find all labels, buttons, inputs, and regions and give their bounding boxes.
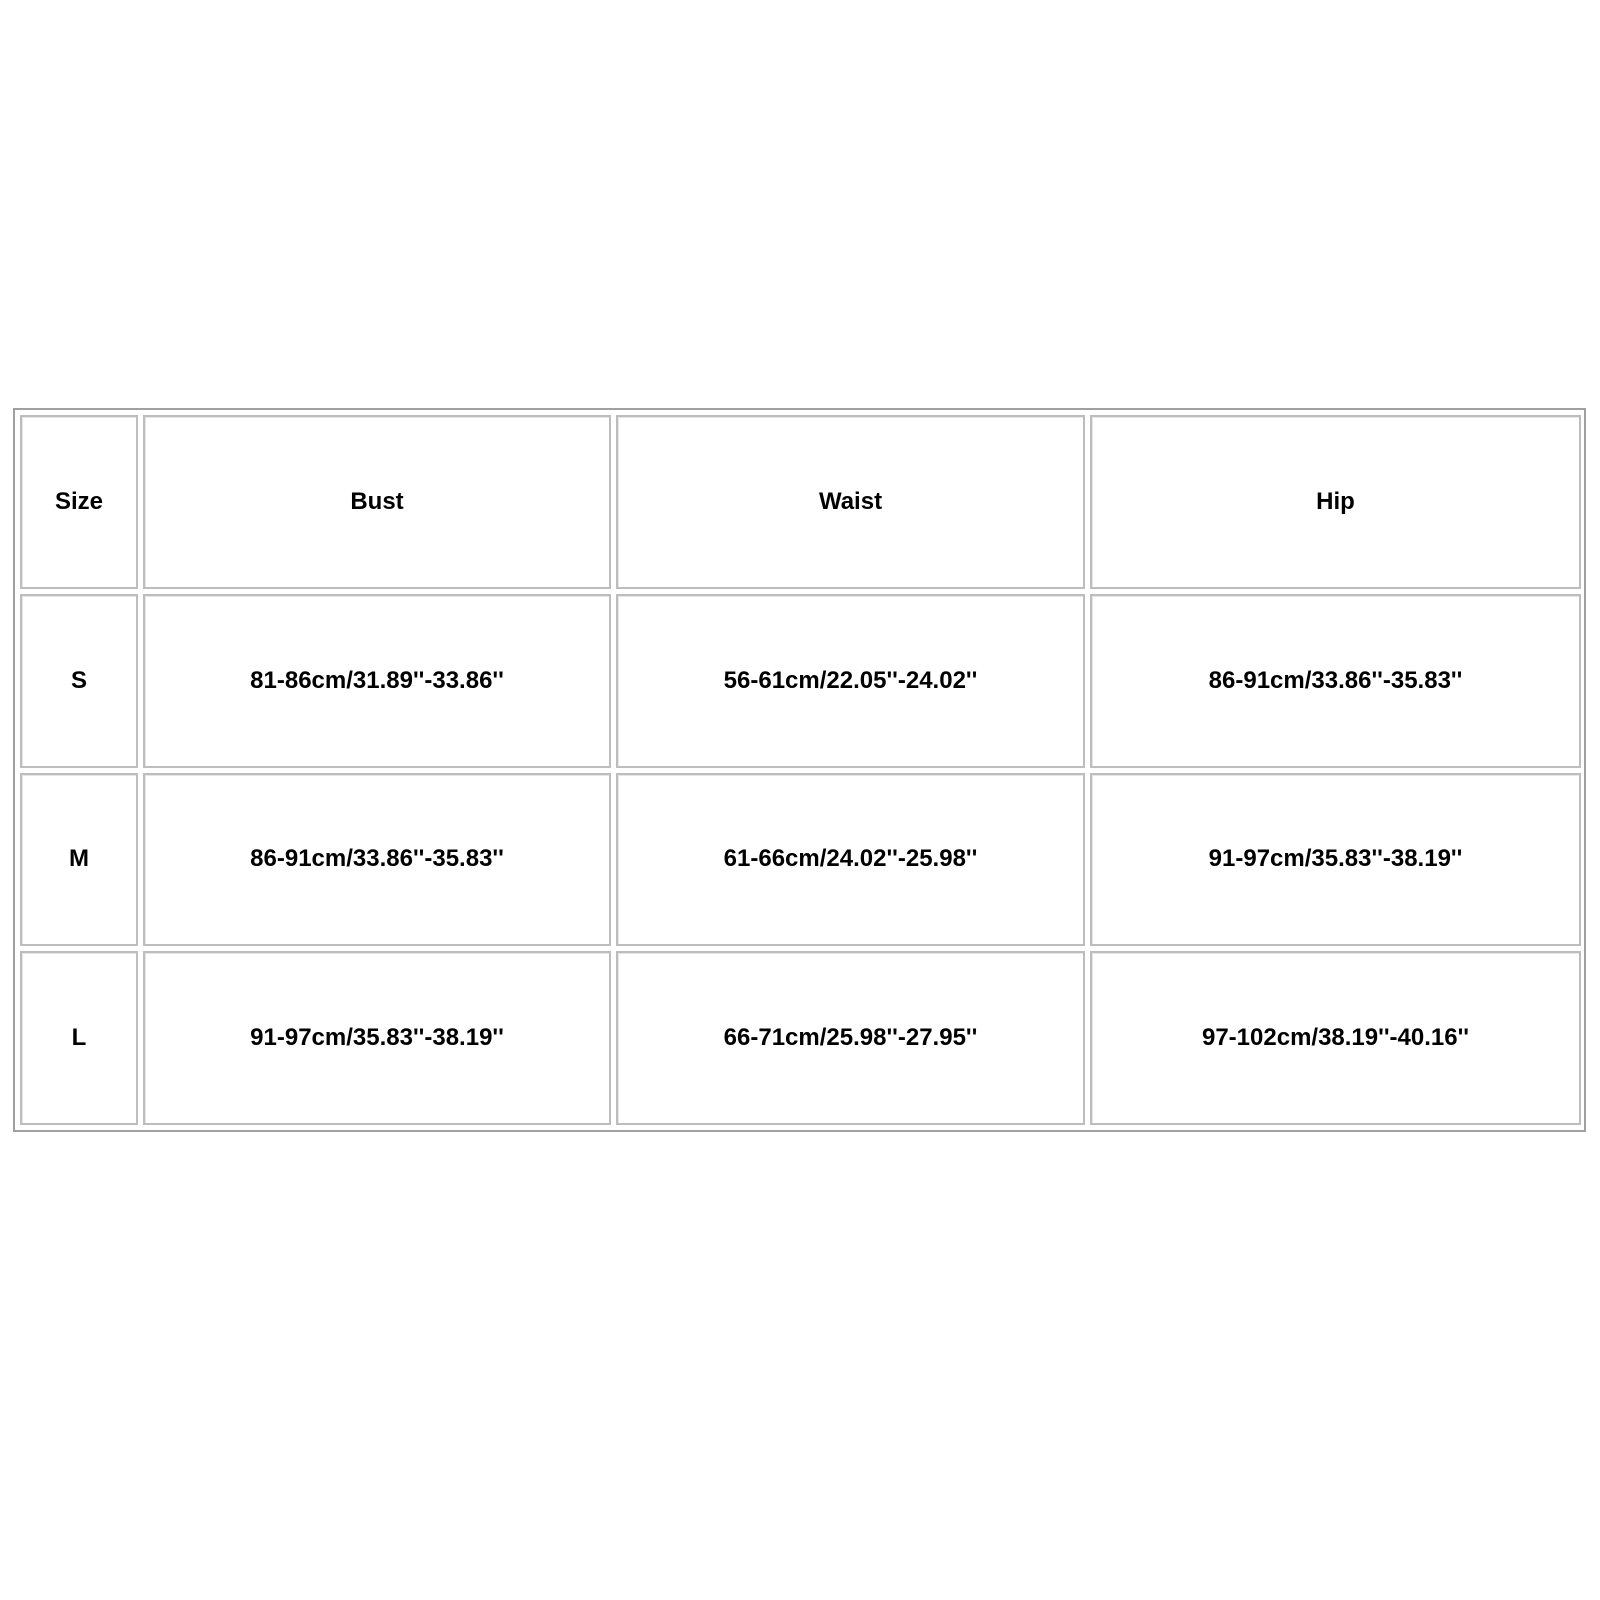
size-cell: M (20, 773, 138, 947)
size-chart (13, 408, 1586, 1132)
header-size: Size (20, 415, 138, 589)
hip-cell: 97-102cm/38.19''-40.16'' (1090, 951, 1581, 1125)
bust-cell: 81-86cm/31.89''-33.86'' (143, 594, 611, 768)
size-cell: L (20, 951, 138, 1125)
table-row (20, 951, 1581, 1125)
size-cell: S (20, 594, 138, 768)
bust-cell: 86-91cm/33.86''-35.83'' (143, 773, 611, 947)
header-waist: Waist (616, 415, 1085, 589)
hip-cell: 86-91cm/33.86''-35.83'' (1090, 594, 1581, 768)
waist-cell: 66-71cm/25.98''-27.95'' (616, 951, 1085, 1125)
header-hip: Hip (1090, 415, 1581, 589)
waist-cell: 56-61cm/22.05''-24.02'' (616, 594, 1085, 768)
hip-cell: 91-97cm/35.83''-38.19'' (1090, 773, 1581, 947)
header-bust: Bust (143, 415, 611, 589)
waist-cell: 61-66cm/24.02''-25.98'' (616, 773, 1085, 947)
size-table (15, 410, 1586, 1130)
bust-cell: 91-97cm/35.83''-38.19'' (143, 951, 611, 1125)
table-row (20, 773, 1581, 947)
table-row (20, 594, 1581, 768)
header-row (20, 415, 1581, 589)
